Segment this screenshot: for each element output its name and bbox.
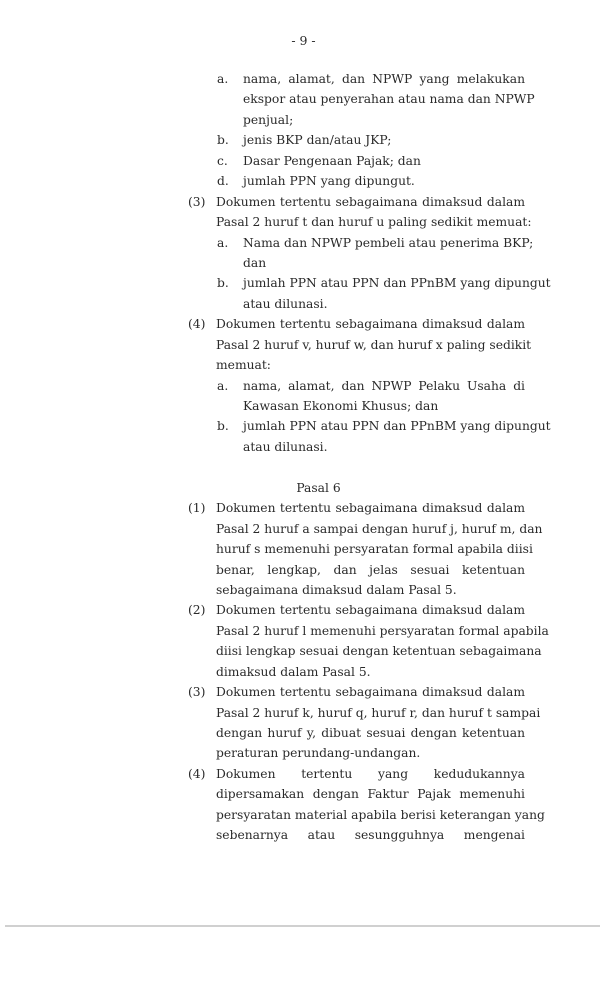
text-line bbox=[0, 89, 607, 109]
item-text: jumlah PPN yang dipungut. bbox=[243, 174, 415, 189]
lettered-item bbox=[0, 151, 607, 171]
text-line bbox=[0, 314, 607, 334]
item-text: jumlah PPN atau PPN dan PPnBM yang dipungut bbox=[243, 276, 551, 291]
item-text: memuat: bbox=[216, 358, 271, 373]
page-number: - 9 - bbox=[291, 33, 316, 48]
item-text: atau dilunasi. bbox=[243, 439, 328, 454]
item-text: Dokumen tertentu yang kedudukannya bbox=[216, 766, 525, 781]
page-bottom-rule bbox=[5, 925, 600, 927]
item-text: dengan huruf y, dibuat sesuai dengan ketentuan bbox=[216, 726, 525, 740]
item-text: Dokumen tertentu sebagaimana dimaksud dalam bbox=[216, 685, 525, 700]
text-line bbox=[0, 233, 607, 253]
text-line bbox=[0, 110, 607, 130]
item-label: c. bbox=[217, 153, 228, 168]
item-text: Dokumen tertentu sebagaimana dimaksud dalam bbox=[216, 603, 525, 618]
item-label: a. bbox=[217, 235, 229, 250]
item-text: sebagaimana dimaksud dalam Pasal 5. bbox=[216, 582, 457, 597]
item-text: Pasal 2 huruf l memenuhi persyaratan formal apabila bbox=[216, 623, 549, 638]
item-text: persyaratan material apabila berisi keterangan yang bbox=[216, 807, 545, 822]
item-label: (1) bbox=[188, 501, 206, 516]
item-label: b. bbox=[217, 133, 229, 148]
item-text: jumlah PPN atau PPN dan PPnBM yang dipungut bbox=[243, 419, 551, 434]
lettered-item bbox=[0, 69, 607, 130]
text-line bbox=[0, 560, 607, 580]
text-line bbox=[0, 294, 607, 314]
item-text: dipersamakan dengan Faktur Pajak memenuhi bbox=[216, 787, 525, 802]
item-text: sebenarnya atau sesungguhnya mengenai bbox=[216, 828, 525, 843]
item-text: penjual; bbox=[243, 112, 294, 127]
text-line bbox=[0, 805, 607, 825]
text-line bbox=[0, 171, 607, 191]
item-text: ekspor atau penyerahan atau nama dan NPWP bbox=[243, 92, 535, 107]
text-line bbox=[0, 825, 607, 845]
item-text: Nama dan NPWP pembeli atau penerima BKP; bbox=[243, 235, 534, 250]
item-text: Pasal 2 huruf v, huruf w, dan huruf x paling sedikit bbox=[216, 337, 532, 352]
item-text: diisi lengkap sesuai dengan ketentuan sebagaimana bbox=[216, 644, 542, 659]
lettered-item bbox=[0, 416, 607, 457]
text-line bbox=[0, 682, 607, 702]
text-line bbox=[0, 519, 607, 539]
item-text: Dokumen tertentu sebagaimana dimaksud dalam bbox=[216, 194, 525, 209]
item-text: Dasar Pengenaan Pajak; dan bbox=[243, 153, 421, 168]
item-text: atau dilunasi. bbox=[243, 296, 328, 311]
item-text: dan bbox=[243, 255, 267, 270]
item-text: peraturan perundang-undangan. bbox=[216, 746, 421, 761]
item-label: (4) bbox=[188, 317, 206, 332]
lettered-item bbox=[0, 273, 607, 314]
text-line bbox=[0, 764, 607, 784]
document-body bbox=[0, 69, 607, 846]
item-text: Pasal 2 huruf k, huruf q, huruf r, dan huruf t sampai bbox=[216, 705, 541, 720]
item-text: Dokumen tertentu sebagaimana dimaksud dalam bbox=[216, 501, 525, 516]
lettered-item bbox=[0, 171, 607, 191]
item-text: dimaksud dalam Pasal 5. bbox=[216, 664, 371, 679]
numbered-paragraph bbox=[0, 600, 607, 682]
numbered-paragraph bbox=[0, 192, 607, 233]
numbered-paragraph bbox=[0, 764, 607, 846]
text-line bbox=[0, 151, 607, 171]
text-line bbox=[0, 253, 607, 273]
text-line bbox=[0, 212, 607, 232]
item-text: benar, lengkap, dan jelas sesuai ketentuan bbox=[216, 562, 525, 577]
article-heading: Pasal 6 bbox=[296, 480, 341, 495]
text-line bbox=[0, 703, 607, 723]
item-label: a. bbox=[217, 72, 229, 86]
numbered-paragraph bbox=[0, 682, 607, 764]
text-line bbox=[0, 539, 607, 559]
item-label: (3) bbox=[188, 194, 206, 209]
numbered-paragraph bbox=[0, 314, 607, 375]
text-line bbox=[0, 273, 607, 293]
text-line bbox=[0, 621, 607, 641]
text-line bbox=[0, 662, 607, 682]
numbered-paragraph bbox=[0, 498, 607, 600]
text-line bbox=[0, 784, 607, 804]
text-line bbox=[0, 416, 607, 436]
item-label: b. bbox=[217, 276, 229, 291]
text-line bbox=[0, 600, 607, 620]
text-line bbox=[0, 580, 607, 600]
text-line bbox=[0, 723, 607, 743]
item-text: nama, alamat, dan NPWP Pelaku Usaha di bbox=[243, 378, 525, 393]
item-label: b. bbox=[217, 419, 229, 434]
item-text: Kawasan Ekonomi Khusus; dan bbox=[243, 399, 439, 413]
text-line bbox=[0, 192, 607, 212]
text-line bbox=[0, 69, 607, 89]
item-label: d. bbox=[217, 174, 229, 189]
lettered-item bbox=[0, 376, 607, 417]
text-line bbox=[0, 641, 607, 661]
text-line bbox=[0, 437, 607, 457]
text-line bbox=[0, 396, 607, 416]
item-label: (4) bbox=[188, 766, 206, 781]
lettered-item bbox=[0, 130, 607, 150]
item-text: Pasal 2 huruf a sampai dengan huruf j, huruf m, dan bbox=[216, 521, 543, 536]
item-text: nama, alamat, dan NPWP yang melakukan bbox=[243, 72, 525, 86]
text-line bbox=[0, 498, 607, 518]
text-line bbox=[0, 130, 607, 150]
item-label: (3) bbox=[188, 685, 206, 700]
item-text: huruf s memenuhi persyaratan formal apabila diisi bbox=[216, 542, 533, 557]
item-text: jenis BKP dan/atau JKP; bbox=[243, 133, 392, 148]
lettered-item bbox=[0, 233, 607, 274]
item-label: a. bbox=[217, 378, 229, 393]
text-line bbox=[0, 743, 607, 763]
item-text: Pasal 2 huruf t dan huruf u paling sedikit memuat: bbox=[216, 215, 532, 230]
text-line bbox=[0, 335, 607, 355]
text-line bbox=[0, 355, 607, 375]
item-text: Dokumen tertentu sebagaimana dimaksud dalam bbox=[216, 317, 525, 332]
blank-line bbox=[0, 457, 607, 477]
text-line bbox=[0, 376, 607, 396]
item-label: (2) bbox=[188, 603, 206, 618]
